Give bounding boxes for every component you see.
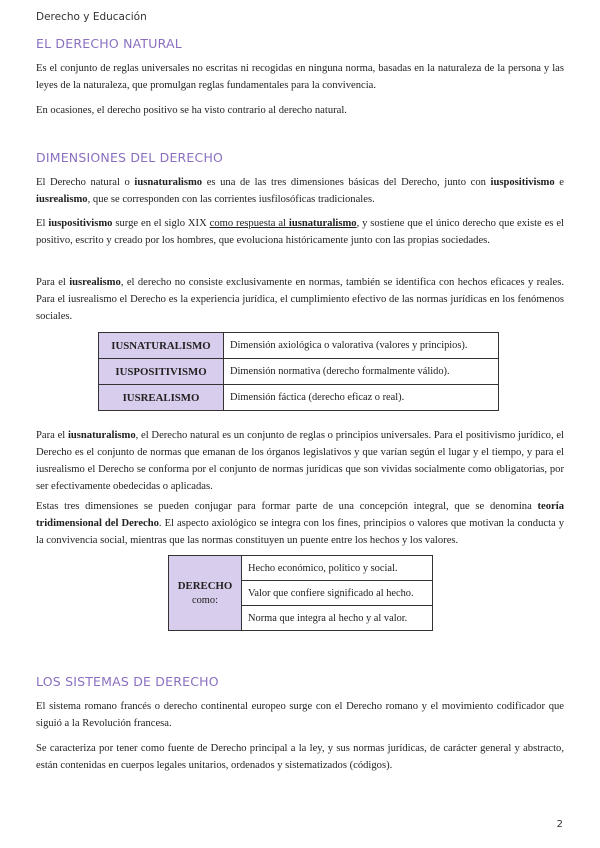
table-desc: Dimensión fáctica (derecho eficaz o real).: [224, 385, 499, 411]
table-term: IUSREALISMO: [99, 385, 224, 411]
table-term: IUSNATURALISMO: [99, 333, 224, 359]
table-row: [169, 556, 433, 581]
dimensions-table: [98, 332, 499, 411]
page-header: Derecho y Educación: [36, 11, 147, 23]
table-desc: Dimensión normativa (derecho formalmente válido).: [224, 359, 499, 385]
section-heading-sistemas: LOS SISTEMAS DE DERECHO: [36, 674, 219, 689]
table-cell: Valor que confiere significado al hecho.: [242, 581, 433, 606]
table-desc: Dimensión axiológica o valorativa (valores y principios).: [224, 333, 499, 359]
section-heading-dimensiones: DIMENSIONES DEL DERECHO: [36, 150, 224, 165]
paragraph: Para el iusrealismo, el derecho no consiste exclusivamente en normas, también se identifica con hechos eficaces y reales. Para el iusrealismo el Derecho es la experiencia jurídica, el cumplimiento efectivo de las normas jurídicas en los fenómenos sociales.: [36, 277, 564, 322]
paragraph: El Derecho natural o iusnaturalismo es una de las tres dimensiones básicas del Derecho, junto con iuspositivismo e iusrealismo, que se corresponden con las corrientes iusfilosóficas tradicionales.: [36, 177, 564, 205]
paragraph: En ocasiones, el derecho positivo se ha visto contrario al derecho natural.: [36, 105, 347, 116]
table-row: [99, 359, 499, 385]
paragraph: El iuspositivismo surge en el siglo XIX como respuesta al iusnaturalismo, y sostiene que el único derecho que existe es el positivo, escrito y creado por los hombres, que evoluciona históricamente junto con las propias sociedades.: [36, 218, 564, 246]
paragraph: El sistema romano francés o derecho continental europeo surge con el Derecho romano y el movimiento codificador que siguió a la Revolución francesa.: [36, 701, 564, 729]
section-heading-derecho-natural: EL DERECHO NATURAL: [36, 36, 182, 51]
table-row: [99, 333, 499, 359]
paragraph: Se caracteriza por tener como fuente de Derecho principal a la ley, y sus normas jurídicas, de carácter general y abstracto, están contenidas en cuerpos legales unitarios, ordenados y sistematizados (códigos).: [36, 743, 564, 771]
paragraph: Para el iusnaturalismo, el Derecho natural es un conjunto de reglas o principios universales. Para el positivismo jurídico, el Derecho es el conjunto de normas que emanan de los órganos legislativos y que varían según el lugar y el tiempo, y para el iusrealismo el Derecho se conforma por el conjunto de normas jurídicas que son vividas socialmente como obligatorias, por ser efectivamente obedecidas o aplicadas.: [36, 430, 564, 492]
table-label: DERECHO como:: [169, 556, 242, 631]
paragraph: Es el conjunto de reglas universales no escritas ni recogidas en ninguna norma, basadas en la naturaleza de la persona y las leyes de la naturaleza, que promulgan reglas fundamentales para la convivencia.: [36, 63, 564, 91]
table-row: [99, 385, 499, 411]
table-cell: Hecho económico, político y social.: [242, 556, 433, 581]
paragraph: Estas tres dimensiones se pueden conjugar para formar parte de una concepción integral, que se denomina teoría tridimensional del Derecho. El aspecto axiológico se integra con los fines, principios o valores que motivan la conducta y la convivencia social, mientras que las normas constituyen un puente entre los hechos y los valores.: [36, 501, 565, 546]
table-term: IUSPOSITIVISMO: [99, 359, 224, 385]
tridimensional-table: [168, 555, 433, 631]
page-number: 2: [556, 819, 563, 830]
table-cell: Norma que integra al hecho y al valor.: [242, 606, 433, 631]
